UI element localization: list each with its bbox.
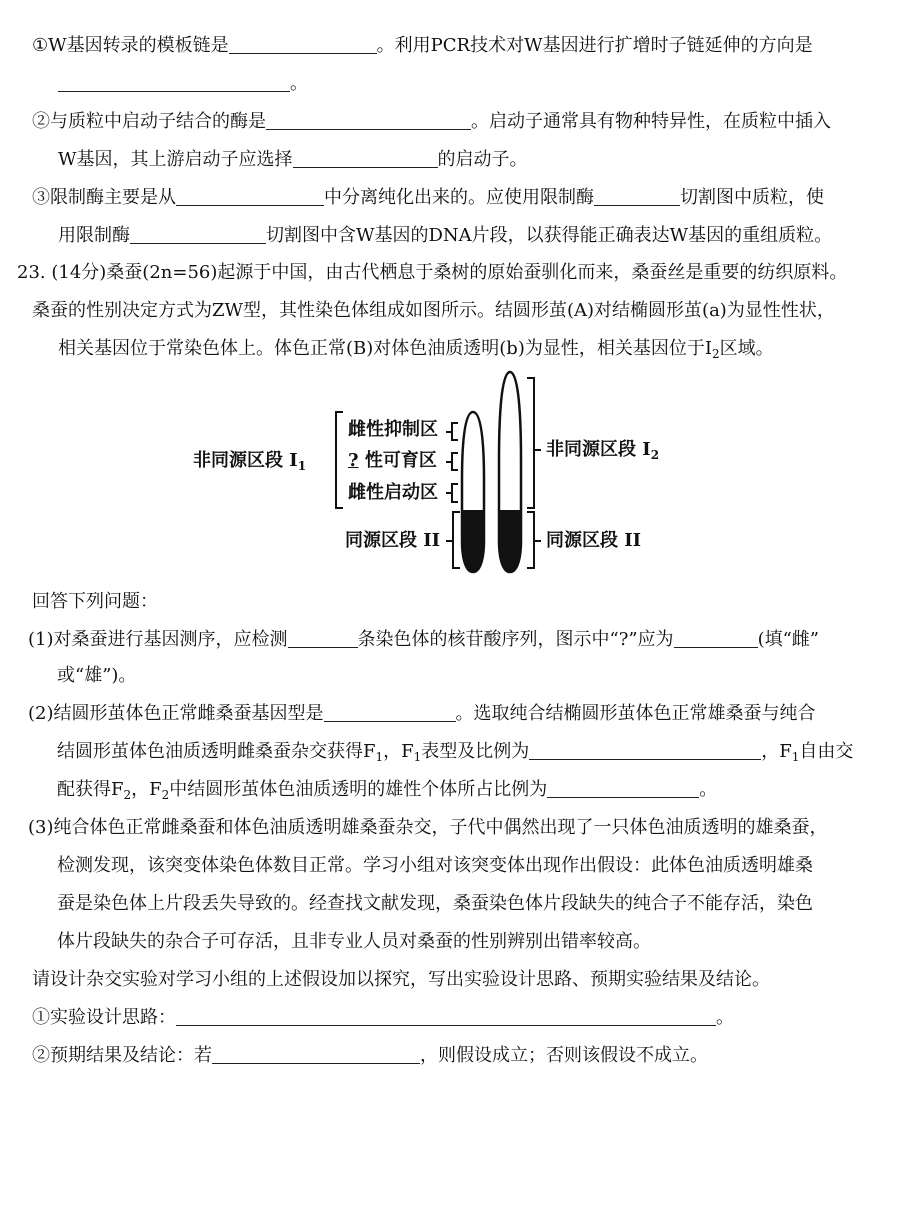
- right-bracket-i2: [527, 378, 541, 508]
- zone3-bracket: [446, 484, 458, 502]
- q23-intro-1: 23. (14分)桑蚕(2n=56)起源于中国，由古代栖息于桑树的原始蚕驯化而来，桑蚕丝是重要的纺织原料。: [17, 262, 848, 283]
- answer-blank[interactable]: [594, 187, 680, 206]
- answer-blank[interactable]: [266, 111, 471, 130]
- answer-blank[interactable]: [212, 1045, 420, 1064]
- design-step-1: ①实验设计思路： 。: [32, 1007, 734, 1028]
- answer-blank[interactable]: [293, 149, 438, 168]
- answer-blank[interactable]: [58, 73, 290, 92]
- zone1-bracket: [446, 423, 458, 440]
- q22-line-5: ③限制酶主要是从 中分离纯化出来的。应使用限制酶 切割图中质粒，使: [32, 187, 824, 208]
- zone2-bracket: [446, 453, 458, 470]
- design-step-2: ②预期结果及结论：若 ，则假设成立；否则该假设不成立。: [32, 1045, 708, 1066]
- q23-p3-line1: (3)纯合体色正常雌桑蚕和体色油质透明雄桑蚕杂交，子代中偶然出现了一只体色油质透明的雄桑蚕，: [28, 817, 828, 838]
- answer-prompt: 回答下列问题：: [32, 591, 158, 612]
- label-homologous-ii-right: 同源区段 II: [546, 530, 642, 551]
- q23-p1-cont: 或“雄”)。: [57, 665, 137, 686]
- label-homologous-ii-left: 同源区段 II: [345, 530, 441, 551]
- label-female-inhibit-zone: 雌性抑制区: [348, 419, 438, 440]
- chromosome-figure: [0, 360, 900, 580]
- answer-blank[interactable]: [288, 629, 358, 648]
- q23-p3-line3: 蚕是染色体上片段丢失导致的。经查找文献发现，桑蚕染色体片段缺失的纯合子不能存活，染色: [57, 893, 813, 914]
- answer-blank[interactable]: [229, 35, 377, 54]
- answer-blank[interactable]: [176, 187, 324, 206]
- q23-p2-line3: 配获得$F_2$，$F_2$中结圆形茧体色油质透明的雄性个体所占比例为 。: [57, 779, 718, 802]
- label-nonhomologous-i1: 非同源区段 $I_1$: [193, 450, 307, 473]
- answer-blank[interactable]: [529, 741, 761, 760]
- design-instruction: 请设计杂交实验对学习小组的上述假设加以探究，写出实验设计思路、预期实验结果及结论。: [32, 969, 770, 990]
- label-female-start-zone: 雌性启动区: [348, 482, 438, 503]
- left-bracket-ii: [446, 512, 460, 568]
- answer-blank[interactable]: [176, 1007, 716, 1026]
- q23-p3-line4: 体片段缺失的杂合子可存活，且非专业人员对桑蚕的性别辨别出错率较高。: [57, 931, 651, 952]
- answer-blank[interactable]: [130, 225, 266, 244]
- answer-blank[interactable]: [324, 703, 456, 722]
- sex-chromosome-diagram: [0, 360, 900, 580]
- label-fertile-zone: ? 性可育区: [348, 450, 437, 471]
- z-chromosome: [499, 372, 521, 572]
- q23-p3-line2: 检测发现，该突变体染色体数目正常。学习小组对该突变体出现作出假设：此体色油质透明雄桑: [57, 855, 813, 876]
- q23-intro-3: 相关基因位于常染色体上。体色正常(B)对体色油质透明(b)为显性，相关基因位于$I_2$区域。: [58, 338, 774, 361]
- right-bracket-ii: [527, 512, 541, 568]
- q22-line-2: 。: [58, 72, 308, 98]
- q22-line-4: W基因，其上游启动子应选择 的启动子。: [58, 149, 528, 170]
- q22-line-3: ②与质粒中启动子结合的酶是 。启动子通常具有物种特异性，在质粒中插入: [32, 111, 831, 132]
- q22-line-6: 用限制酶 切割图中含W基因的DNA片段，以获得能正确表达W基因的重组质粒。: [58, 225, 833, 246]
- q23-p2-line2: 结圆形茧体色油质透明雌桑蚕杂交获得$F_1$，$F_1$表型及比例为 ，$F_1$自由交: [57, 741, 854, 764]
- w-chromosome: [462, 412, 484, 572]
- answer-blank[interactable]: [547, 779, 699, 798]
- q23-p2: (2)结圆形茧体色正常雌桑蚕基因型是 。选取纯合结椭圆形茧体色正常雄桑蚕与纯合: [28, 703, 816, 724]
- label-nonhomologous-i2: 非同源区段 $I_2$: [546, 439, 660, 462]
- q23-p1: (1)对桑蚕进行基因测序，应检测 条染色体的核苷酸序列，图示中“?”应为 (填“雌”: [28, 629, 819, 650]
- q23-intro-2: 桑蚕的性别决定方式为ZW型，其性染色体组成如图所示。结圆形茧(A)对结椭圆形茧(a)为显性性状，: [32, 300, 835, 321]
- answer-blank[interactable]: [674, 629, 758, 648]
- q22-line-1: ①W基因转录的模板链是 。利用PCR技术对W基因进行扩增时子链延伸的方向是: [32, 35, 813, 56]
- left-bracket-i1: [336, 412, 343, 508]
